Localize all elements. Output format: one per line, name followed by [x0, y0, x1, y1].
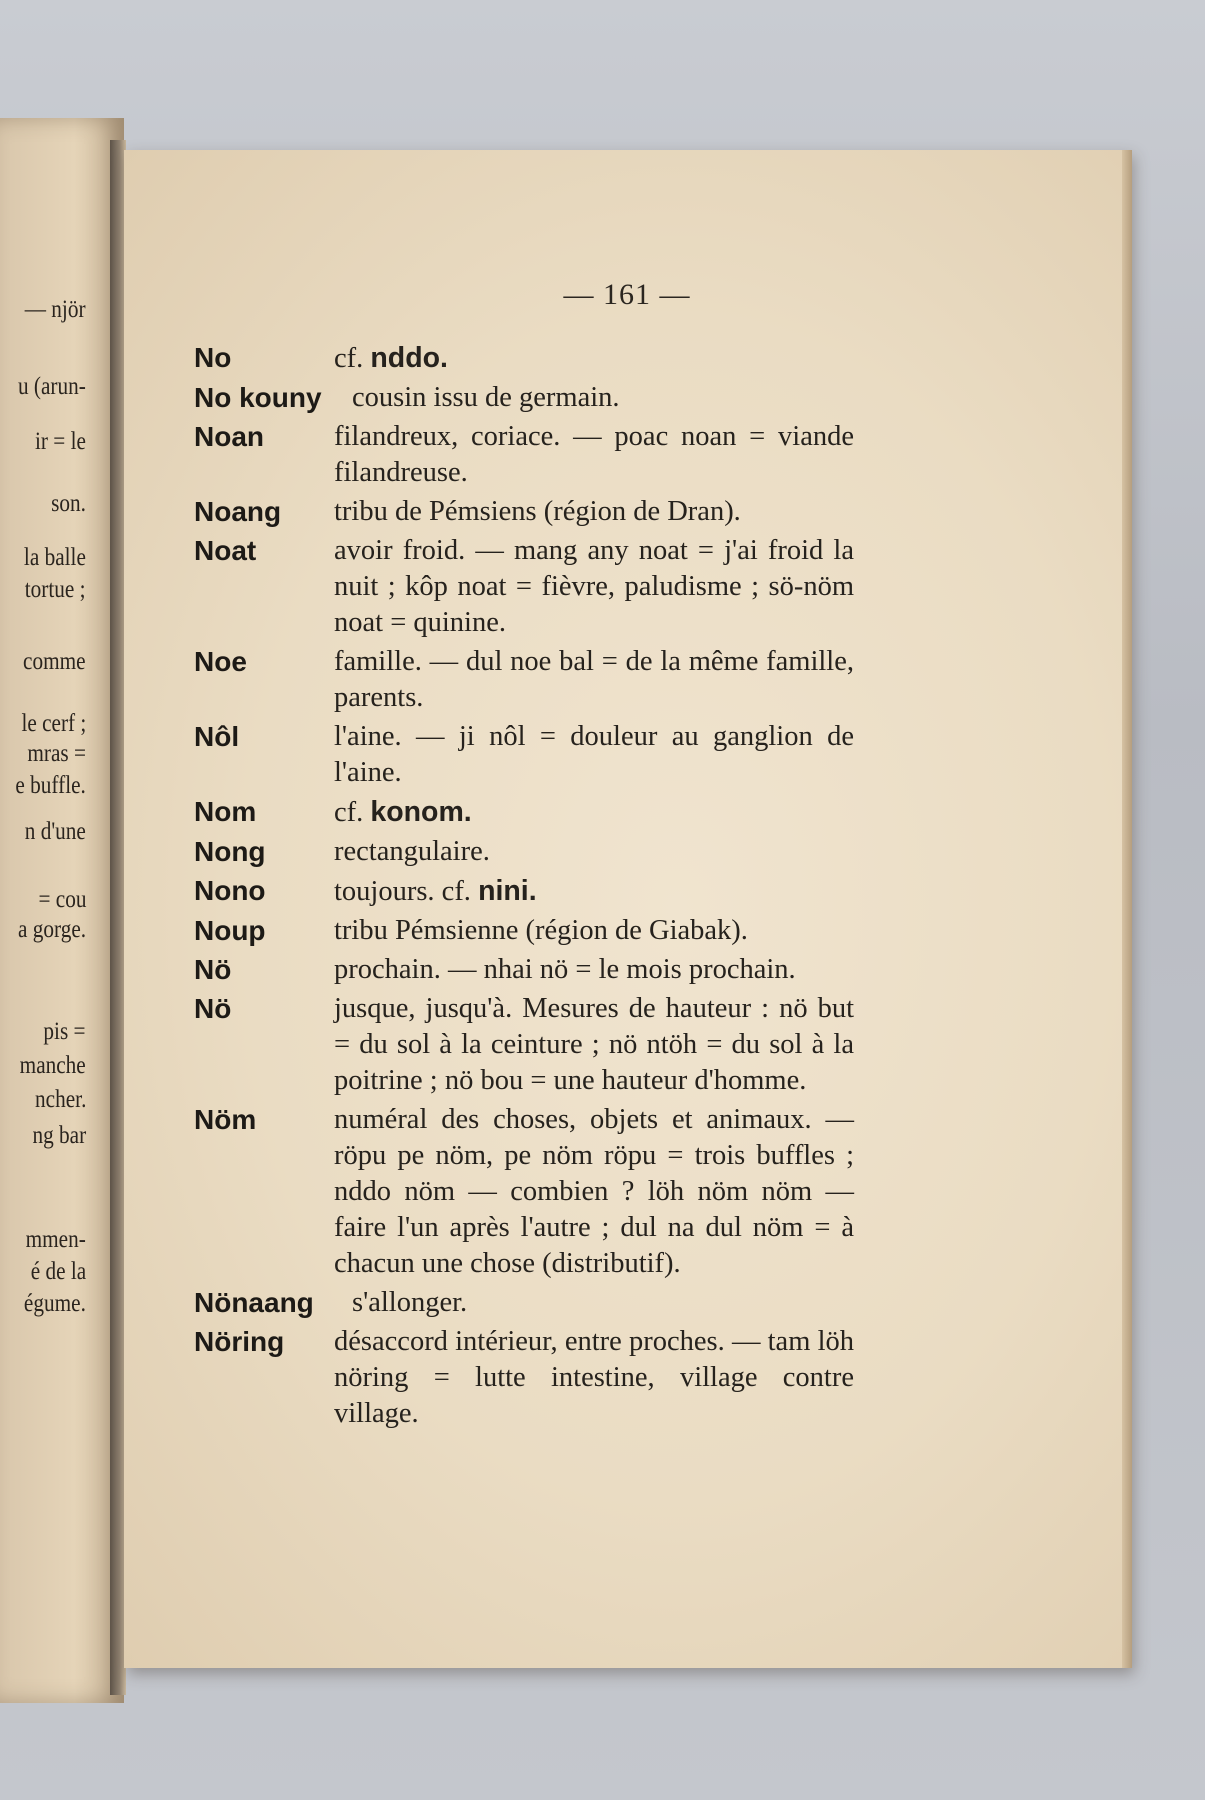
left-page-fragment: manche: [19, 1052, 86, 1079]
definition-prefix: cf.: [334, 797, 371, 828]
dictionary-entry: [194, 794, 854, 831]
dictionary-entry: [194, 419, 854, 491]
dictionary-page: [124, 150, 1130, 1668]
entry-headword: Noup: [194, 915, 266, 946]
left-page-fragment: mras =: [27, 740, 86, 767]
left-page-fragment: ng bar: [32, 1122, 86, 1149]
definition-text: numéral des choses, objets et animaux. — röpu pe nöm, pe nöm röpu = trois buffles ; nddo nöm — combien ? löh nöm nöm — faire l'un après l'autre ; dul na dul nöm = à chacun une chose (distributif).: [334, 1104, 854, 1279]
dictionary-entry: [194, 913, 854, 949]
definition-text: jusque, jusqu'à. Mesures de hauteur : nö but = du sol à la ceinture ; nö ntöh = du sol à la poitrine ; nö bou = une hauteur d'homme.: [334, 993, 854, 1096]
left-page-fragment: e buffle.: [15, 772, 86, 799]
left-page: [0, 118, 124, 1703]
left-page-fragment: ir = le: [35, 428, 86, 455]
entry-definition: [334, 991, 854, 1099]
entry-definition: [334, 533, 854, 641]
dictionary-entry: [194, 340, 854, 377]
entry-headword: Nöm: [194, 1104, 257, 1135]
left-page-fragment: = cou: [38, 886, 86, 913]
dictionary-entry: [194, 533, 854, 641]
definition-text: rectangulaire.: [334, 836, 490, 867]
dictionary-entry: [194, 834, 854, 870]
entry-headword: Noe: [194, 646, 247, 677]
page-edge: [1122, 150, 1132, 1668]
dictionary-entry: [194, 991, 854, 1099]
left-page-fragment: comme: [23, 648, 86, 675]
left-page-fragment: le cerf ;: [21, 710, 86, 737]
left-page-fragment: la balle: [24, 544, 86, 571]
definition-prefix: toujours. cf.: [334, 876, 479, 907]
entry-headword: Noang: [194, 496, 282, 527]
entry-headword: Nönaang: [194, 1287, 314, 1318]
definition-text: tribu de Pémsiens (région de Dran).: [334, 496, 741, 527]
entry-definition: [334, 419, 854, 491]
definition-text: l'aine. — ji nôl = douleur au ganglion de l'aine.: [334, 721, 854, 788]
definition-text: s'allonger.: [352, 1287, 468, 1318]
definition-text: désaccord intérieur, entre proches. — tam löh nöring = lutte intestine, village contre village.: [334, 1326, 854, 1429]
cross-reference: konom.: [370, 796, 472, 828]
entry-definition: [334, 873, 854, 910]
cross-reference: nini.: [478, 875, 537, 907]
definition-text: tribu Pémsienne (région de Giabak).: [334, 915, 748, 946]
dictionary-entry: [194, 1102, 854, 1282]
entry-definition: [334, 494, 854, 530]
dictionary-entry: [194, 1324, 854, 1432]
entry-headword: Nôl: [194, 721, 240, 752]
definition-text: avoir froid. — mang any noat = j'ai froid la nuit ; kôp noat = fièvre, paludisme ; sö-nöm noat = quinine.: [334, 535, 854, 638]
entry-definition: [352, 1285, 854, 1321]
entry-headword: No: [194, 342, 232, 373]
left-page-fragment: ncher.: [34, 1086, 86, 1113]
entry-headword: Nöring: [194, 1326, 285, 1357]
left-page-fragment: n d'une: [24, 818, 86, 845]
dictionary-entry: [194, 494, 854, 530]
dictionary-entry: [194, 952, 854, 988]
entry-headword: Nono: [194, 875, 266, 906]
left-page-fragment: — njör: [25, 296, 86, 323]
entry-headword: Nö: [194, 954, 232, 985]
dictionary-entry: [194, 719, 854, 791]
dictionary-entry: [194, 1285, 854, 1321]
left-page-fragment: tortue ;: [25, 576, 86, 603]
entry-definition: [334, 952, 854, 988]
entry-headword: Nom: [194, 796, 257, 827]
left-page-fragment: é de la: [30, 1258, 86, 1285]
definition-text: filandreux, coriace. — poac noan = viande filandreuse.: [334, 421, 854, 488]
entry-headword: Nö: [194, 993, 232, 1024]
dictionary-entry: [194, 380, 854, 416]
entry-definition: [334, 834, 854, 870]
left-page-fragment: égume.: [24, 1290, 86, 1317]
entry-definition: [334, 644, 854, 716]
entry-definition: [352, 380, 854, 416]
entry-headword: No kouny: [194, 382, 322, 413]
entry-definition: [334, 794, 854, 831]
left-page-fragment: a gorge.: [17, 916, 86, 943]
definition-text: famille. — dul noe bal = de la même famille, parents.: [334, 646, 854, 713]
dictionary-entry: [194, 644, 854, 716]
definition-text: prochain. — nhai nö = le mois prochain.: [334, 954, 796, 985]
entry-definition: [334, 1324, 854, 1432]
definition-text: cousin issu de germain.: [352, 382, 620, 413]
entry-definition: [334, 719, 854, 791]
entry-definition: [334, 1102, 854, 1282]
entry-list: [194, 340, 854, 1435]
definition-prefix: cf.: [334, 343, 371, 374]
left-page-fragment: pis =: [43, 1018, 86, 1045]
entry-headword: Noat: [194, 535, 257, 566]
dictionary-entry: [194, 873, 854, 910]
left-page-fragment: son.: [51, 490, 86, 517]
entry-definition: [334, 913, 854, 949]
cross-reference: nddo.: [370, 342, 448, 374]
entry-headword: Nong: [194, 836, 266, 867]
entry-definition: [334, 340, 854, 377]
left-page-fragment: u (arun-: [18, 373, 86, 400]
left-page-fragment: mmen-: [25, 1226, 86, 1253]
page-number: — 161 —: [563, 278, 691, 311]
entry-headword: Noan: [194, 421, 264, 452]
